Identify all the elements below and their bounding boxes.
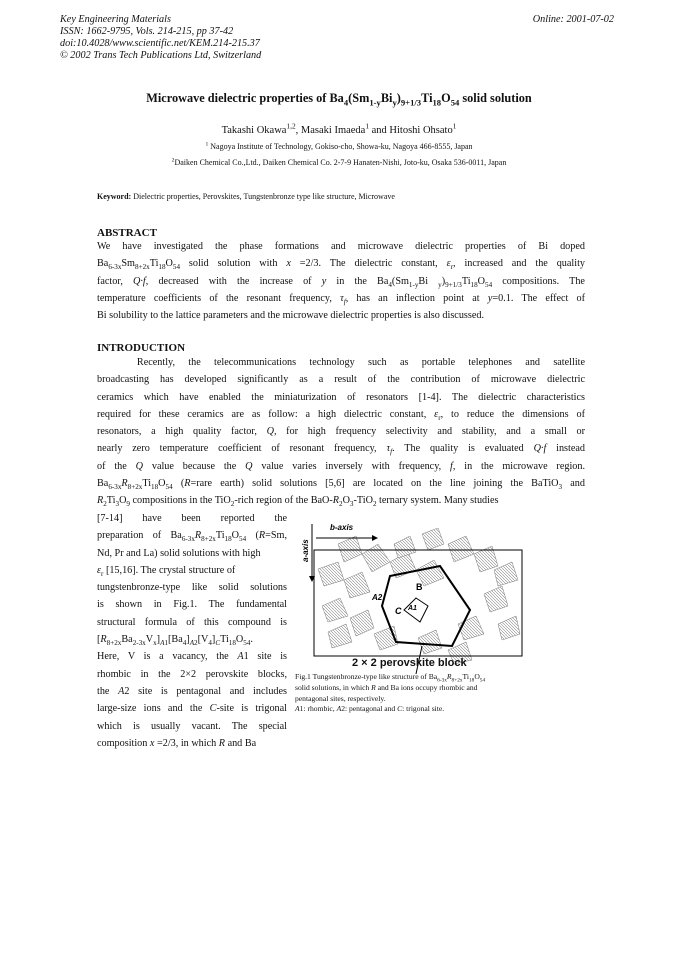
author-list: Takashi Okawa$^{1,2}$, Masaki Imaeda$^1$ and Hitoshi Ohsato$^1$	[221, 121, 457, 136]
site-label-b: B	[416, 582, 423, 592]
journal-name: Key Engineering Materials	[60, 14, 171, 25]
site-label-a2: A2	[372, 593, 383, 602]
paper-title: Microwave dielectric properties of $Ba_4(Sm_{1-y}Bi_y)_{9+1/3}Ti_{18}O_{54}$ solid solution	[146, 91, 532, 108]
keywords	[97, 192, 395, 201]
affiliation-1: $^1$ Nagoya Institute of Technology, Gokiso-cho, Showa-ku, Nagoya 466-8555, Japan	[205, 141, 473, 151]
doi-line: doi:10.4028/www.scientific.net/KEM.214-215.37	[60, 38, 260, 49]
abstract-body: We have investigated the phase formations and microwave dielectric properties of Bi doped $Ba_{6-3x}Sm_{8+2x}Ti_{18}O_{54}$ solid solution with x =2/3. The dielectric constant, $\varepsilon_r$, increased and the quality factor, Q·f, decreased with the increase of y in the $Ba_4(Sm_{1-y}Bi$ $_y)_{9+1/3}Ti_{18}O_{54}$ compositions. The temperature coefficients of the resonant frequency, $\tau_f$, has an inflection point at y=0.1. The effect of Bi solubility to the lattice parameters and the microwave dielectric properties is also discussed.	[97, 241, 586, 322]
a-axis-label: a-axis	[301, 539, 310, 562]
site-label-a1: A1	[408, 605, 417, 612]
b-axis-label: b-axis	[330, 523, 354, 532]
figure-caption: Fig.1 Tungstenbronze-type like structure of $Ba_{6-3x}R_{8+2x}Ti_{18}O_{54}$ solid solutions, in which R and Ba ions occupy rhombic and pentagonal sites, respectively. A1: rhombic, A2: pentagonal and C: trigonal site.	[295, 672, 545, 715]
online-date: Online: 2001-07-02	[532, 14, 614, 25]
site-label-c: C	[395, 606, 402, 616]
copyright-line: © 2002 Trans Tech Publications Ltd, Switzerland	[60, 50, 262, 61]
introduction-column-text: [7-14] have been reported the preparation of $Ba_{6-3x}R_{8+2x}Ti_{18}O_{54}$ (R=Sm, Nd, Pr and La) solid solutions with high $\varepsilon_r$ [15,16]. The crystal structure of tungstenbronze-type like solid solutions is shown in Fig.1. The fundamental structural formula of this compound is $[R_{8+2x}Ba_{2-3x}V_x]_{A1}[Ba_4]_{A2}[V_4]_CTi_{18}O_{54}$. Here, V is a vacancy, the A1 site is rhombic in the 2×2 perovskite blocks, the A2 site is pentagonal and includes large-size ions and the C-site is trigonal which is usually vacant. The special composition x =2/3, in which R and Ba	[97, 513, 288, 749]
crystal-structure-figure	[298, 514, 538, 674]
introduction-body: Recently, the telecommunications technology such as portable telephones and satellite broadcasting has developed significantly as a result of the contribution of microwave dielectric ceramics which have enabled the miniaturization of resonators [1-4]. The dielectric characteristics required for these ceramics are as follow: a high dielectric constant, $\varepsilon_r$, to reduce the dimensions of resonators, a high quality factor, Q, for high frequency selectivity and stability, and a small or nearly zero temperature coefficient of resonant frequency, $\tau_f$. The quality is evaluated Q·f instead of the Q value because the Q value varies inversely with frequency, f, in the microwave region. $Ba_{6-3x}R_{8+2x}Ti_{18}O_{54}$ (R=rare earth) solid solutions [5,6] are located on the line joining the BaTiO$_3$ and $R_2Ti_3O_9$ compositions in the TiO$_2$-rich region of the BaO-$R_2O_3-TiO_2$ ternary system. Many studies	[97, 357, 586, 509]
block-label: 2 × 2 perovskite block	[352, 657, 467, 669]
journal-header	[60, 14, 261, 62]
keywords-text: Dielectric properties, Perovskites, Tungstenbronze type like structure, Microwave	[133, 192, 395, 201]
introduction-heading: INTRODUCTION	[97, 342, 186, 354]
issn-line: ISSN: 1662-9795, Vols. 214-215, pp 37-42	[60, 26, 234, 37]
abstract-heading: ABSTRACT	[97, 227, 157, 239]
keywords-label: Keyword:	[97, 192, 132, 201]
affiliation-2: $^2$Daiken Chemical Co.,Ltd., Daiken Chemical Co. 2-7-9 Hanaten-Nishi, Joto-ku, Osaka 536-0011, Japan	[171, 157, 507, 167]
caption-line-3: pentagonal sites, respectively.	[295, 693, 386, 703]
